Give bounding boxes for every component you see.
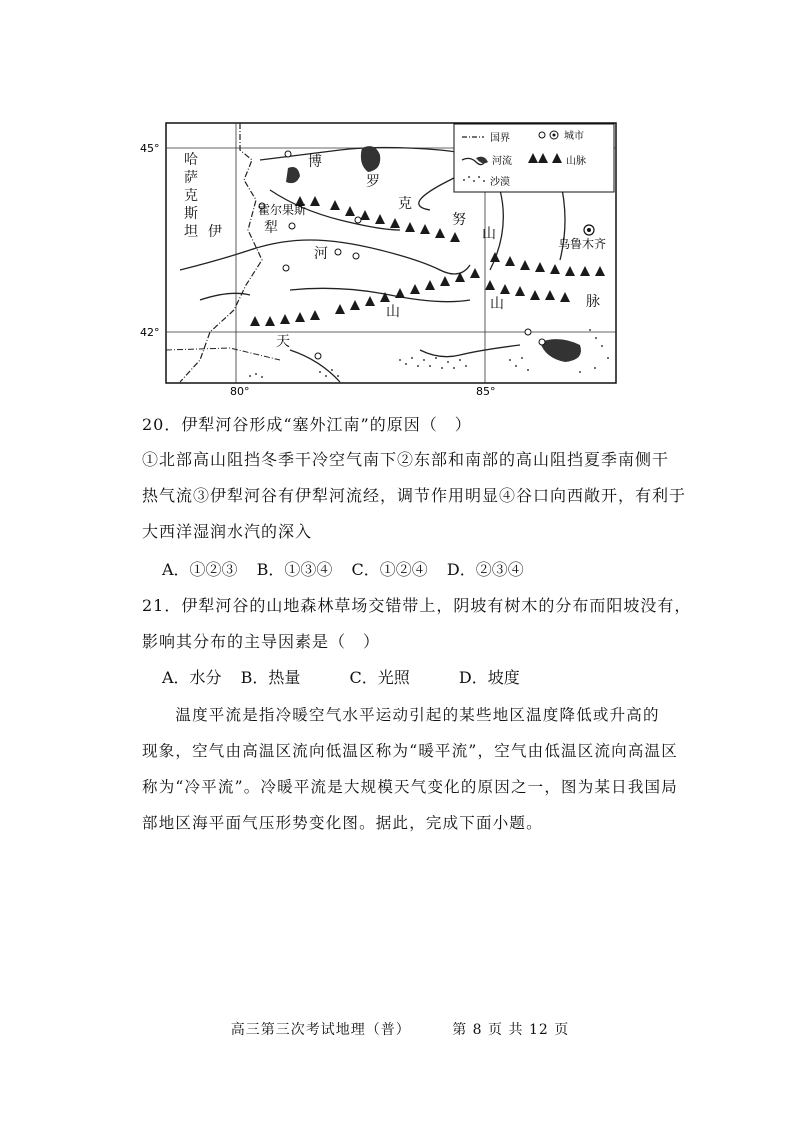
q21-option-d[interactable]: D．坡度 [458,668,520,687]
question-20-line-3: 大西洋湿润水汽的深入 [142,522,313,541]
label-shan-east: 山 [490,296,504,312]
q20-option-a[interactable]: A．①②③ [162,560,238,579]
lat-label-42: 42° [140,326,160,339]
label-kazakhstan-5: 坦 [184,224,198,240]
label-ke: 克 [398,196,412,212]
label-yi: 伊 [208,224,222,240]
legend-river-label: 河流 [492,156,512,167]
question-20-line-1: ①北部高山阻挡冬季干冷空气南下②东部和南部的高山阻挡夏季南侧干 [142,450,670,469]
label-kazakhstan-3: 克 [184,188,198,204]
label-tian: 天 [276,334,290,350]
question-20-options [162,557,538,580]
q20-option-d[interactable]: D．②③④ [446,560,524,579]
intro-paragraph-line-3: 称为“冷平流”。冷暖平流是大规模天气变化的原因之一，图为某日我国局 [142,778,678,796]
question-21-stem-line-2: 影响其分布的主导因素是（ ） [142,632,381,651]
legend-desert-label: 沙漠 [490,177,510,188]
q21-option-b[interactable]: B．热量 [240,668,301,687]
legend-city-label: 城市 [564,131,584,142]
question-21-stem-line-1: 21．伊犁河谷的山地森林草场交错带上，阴坡有树木的分布而阳坡没有， [142,596,692,615]
label-kazakhstan-4: 斯 [184,206,198,222]
label-kazakhstan-2: 萨 [184,170,198,186]
q20-option-c[interactable]: C．①②④ [351,560,428,579]
label-he: 河 [314,246,328,262]
intro-paragraph-line-4: 部地区海平面气压形势变化图。据此，完成下面小题。 [142,814,543,832]
map-legend [454,124,614,192]
label-mai: 脉 [586,294,600,310]
intro-paragraph-line-1: 温度平流是指冷暖空气水平运动引起的某些地区温度降低或升高的 [142,706,660,724]
footer-page-number: 第 8 页 共 12 页 [452,1022,570,1038]
label-huoerguosi: 霍尔果斯 [258,203,307,217]
urumqi-marker-center [587,228,591,232]
yili-valley-map [140,120,620,398]
question-20-stem: 20．伊犁河谷形成“塞外江南”的原因（ ） [142,415,472,434]
legend-border-label: 国界 [490,133,510,144]
label-urumqi: 乌鲁木齐 [558,237,607,251]
label-shan-tianshan: 山 [386,304,400,320]
legend-mountain-label: 山脉 [566,156,586,167]
lat-label-45: 45° [140,142,160,155]
q21-option-a[interactable]: A．水分 [162,668,222,687]
label-shan-bogda: 山 [482,226,496,242]
label-bo: 博 [308,154,322,170]
page-footer [0,1019,800,1039]
q21-option-c[interactable]: C．光照 [349,668,410,687]
lon-label-85: 85° [476,385,496,398]
label-kazakhstan-1: 哈 [184,152,198,168]
intro-paragraph-line-2: 现象，空气由高温区流向低温区称为“暖平流”，空气由低温区流向高温区 [142,742,678,760]
q20-option-b[interactable]: B．①③④ [256,560,333,579]
lon-label-80: 80° [230,385,250,398]
label-li: 犁 [264,220,278,236]
label-nu: 努 [452,212,466,228]
question-21-options [162,665,534,688]
question-20-line-2: 热气流③伊犁河谷有伊犁河流经，调节作用明显④谷口向西敞开，有利于 [142,486,687,505]
footer-exam-title: 高三第三次考试地理（普） [230,1022,411,1038]
label-luo: 罗 [366,174,380,190]
